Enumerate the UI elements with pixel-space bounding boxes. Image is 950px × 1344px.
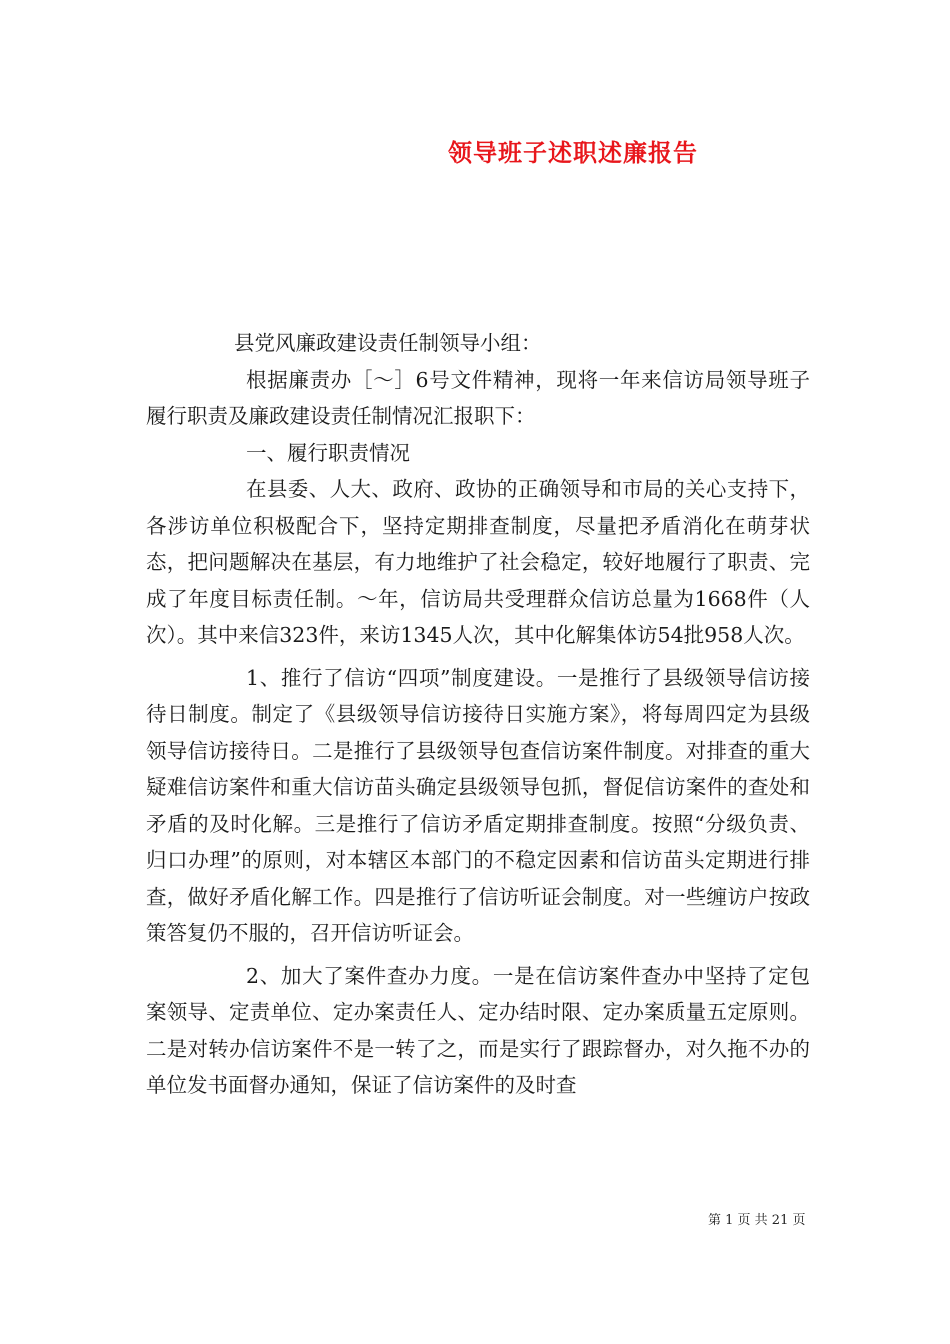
document-title: 领导班子述职述廉报告: [448, 138, 698, 167]
section-heading: 一、履行职责情况: [246, 440, 410, 465]
intro-paragraph: 根据廉责办［～］6号文件精神，现将一年来信访局领导班子履行职责及廉政建设责任制情况汇报职下：: [146, 367, 810, 428]
document-body: [146, 325, 810, 1104]
page-number: 第 1 页 共 21 页: [708, 1213, 806, 1228]
salutation: 县党风廉政建设责任制领导小组：: [234, 331, 542, 355]
body-paragraph: 在县委、人大、政府、政协的正确领导和市局的关心支持下，各涉访单位积极配合下，坚持定期排查制度，尽量把矛盾消化在萌芽状态，把问题解决在基层，有力地维护了社会稳定，较好地履行了职责、完成了年度目标责任制。～年，信访局共受理群众信访总量为1668件（人次）。其中来信323件，来访1345人次，其中化解集体访54批958人次。: [146, 477, 810, 647]
body-paragraph: 2、加大了案件查办力度。一是在信访案件查办中坚持了定包案领导、定责单位、定办案责任人、定办结时限、定办案质量五定原则。二是对转办信访案件不是一转了之，而是实行了跟踪督办，对久拖不办的单位发书面督办通知，保证了信访案件的及时查: [146, 963, 810, 1097]
body-paragraph: 1、推行了信访“四项”制度建设。一是推行了县级领导信访接待日制度。制定了《县级领导信访接待日实施方案》，将每周四定为县级领导信访接待日。二是推行了县级领导包查信访案件制度。对排查的重大疑难信访案件和重大信访苗头确定县级领导包抓，督促信访案件的查处和矛盾的及时化解。三是推行了信访矛盾定期排查制度。按照“分级负责、归口办理”的原则，对本辖区本部门的不稳定因素和信访苗头定期进行排查，做好矛盾化解工作。四是推行了信访听证会制度。对一些缠访户按政策答复仍不服的，召开信访听证会。: [146, 665, 810, 945]
